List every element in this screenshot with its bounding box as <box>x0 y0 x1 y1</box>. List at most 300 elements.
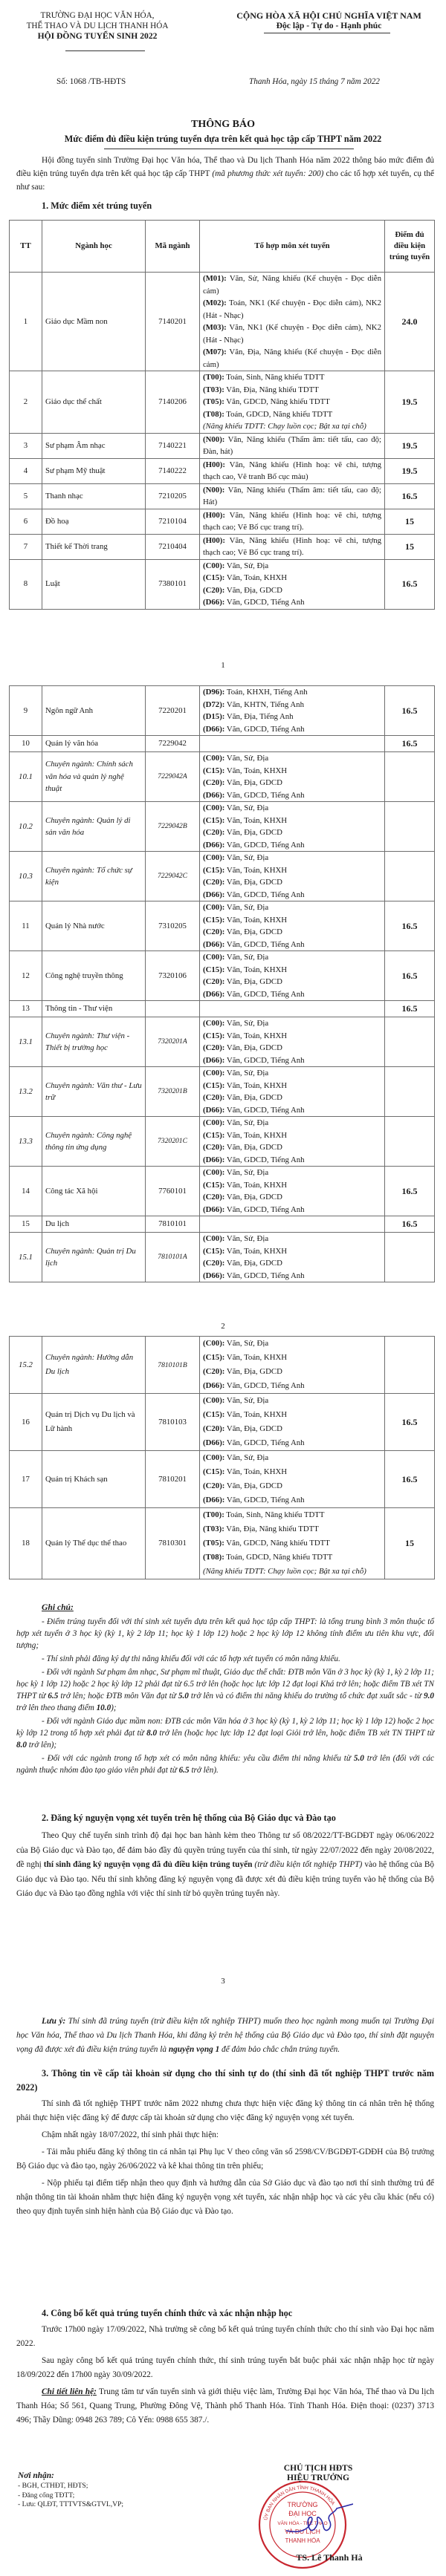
major-code: 7380101 <box>146 559 200 609</box>
admission-score: 16.5 <box>385 483 435 509</box>
major-name: Quản lý văn hóa <box>42 736 146 752</box>
combination-code: (C15): <box>203 1353 225 1362</box>
combination-item <box>203 699 381 711</box>
combination-item <box>203 1141 381 1154</box>
admission-score: 24.0 <box>385 273 435 371</box>
combination-code: (H00): <box>203 460 225 469</box>
combination-item <box>203 459 381 483</box>
combination-item <box>203 596 381 609</box>
major-code: 7320201C <box>146 1117 200 1167</box>
recipient-item: - Lưu: QLĐT, TTTVTS&GTVL,VP; <box>18 2500 124 2508</box>
major-name: Chuyên ngành: Quản lý di sản văn hóa <box>42 802 146 852</box>
row-number: 13.1 <box>10 1017 42 1067</box>
subject-combinations <box>200 736 385 752</box>
admission-score: 16.5 <box>385 736 435 752</box>
major-name: Chuyên ngành: Hướng dẫn Du lịch <box>42 1337 146 1394</box>
combination-subjects: Văn, Địa, GDCD <box>224 585 282 595</box>
combination-code: (C15): <box>203 1410 225 1419</box>
notes-heading: Ghi chú: <box>42 1602 74 1612</box>
signature-block <box>259 2463 378 2482</box>
combination-subjects: Văn, Năng khiếu (Thẩm âm: tiết tấu, cao độ; Hát) <box>203 485 381 506</box>
document-number: Số: 1068 /TB-HĐTS <box>56 77 126 86</box>
combination-code: (C15): <box>203 915 225 925</box>
combination-code: (C00): <box>203 754 225 763</box>
combination-code: (M01): <box>203 274 227 283</box>
combination-subjects: Văn, Toán, KHXH <box>224 1246 288 1256</box>
table-row <box>10 1394 435 1451</box>
combination-code: (C00): <box>203 1396 225 1405</box>
combination-item <box>203 1522 381 1536</box>
combination-subjects: Văn, Sử, Địa <box>224 1168 269 1177</box>
combination-item <box>203 1233 381 1245</box>
major-name: Giáo dục thể chất <box>42 371 146 434</box>
combination-code: (N00): <box>203 485 225 495</box>
intro-method-code: (mã phương thức xét tuyển: 200) <box>212 169 324 178</box>
major-code: 7140206 <box>146 371 200 434</box>
major-name: Luật <box>42 559 146 609</box>
table-row <box>10 273 435 371</box>
section-3-p4: - Nộp phiếu tại điểm tiếp nhận theo quy định và hướng dẫn của Sở Giáo dục và đào tạo nơi thí sinh thường trú để nhận thông tin tài khoản nhằm thực hiện đăng ký nguyện vọng xét tuyển, xác nhận nhập học và các yêu cầu khác (nếu có) theo quy định tuyển sinh hiện hành của Bộ Giáo dục và Đào tạo. <box>16 2179 434 2216</box>
combination-subjects: Văn, GDCD, Tiếng Anh <box>224 1271 305 1280</box>
combination-subjects: Văn, Sử, Địa <box>224 1339 269 1348</box>
major-name: Sư phạm Âm nhạc <box>42 433 146 458</box>
combination-subjects: Văn, GDCD, Tiếng Anh <box>224 989 305 999</box>
combination-code: (D66): <box>203 1496 225 1504</box>
table-row <box>10 534 435 559</box>
major-name: Chuyên ngành: Quản trị Du lịch <box>42 1233 146 1282</box>
page-number: 3 <box>221 1977 225 1986</box>
subject-combinations <box>200 852 385 901</box>
admission-score: 19.5 <box>385 371 435 434</box>
document-title: THÔNG BÁO <box>191 119 255 130</box>
row-number: 13.2 <box>10 1067 42 1117</box>
combination-code: (C15): <box>203 1246 225 1256</box>
combination-subjects: Toán, KHXH, Tiếng Anh <box>224 688 308 697</box>
combination-code: (M07): <box>203 348 227 356</box>
row-number: 14 <box>10 1167 42 1216</box>
combination-item <box>203 852 381 864</box>
header-combinations: Tổ hợp môn xét tuyển <box>200 221 385 273</box>
section-3-p2: Chậm nhất ngày 18/07/2022, thí sinh phải thực hiện: <box>42 2130 219 2139</box>
combination-code: (D66): <box>203 1155 225 1164</box>
combination-subjects: Văn, GDCD, Tiếng Anh <box>224 890 305 899</box>
combination-code: (C20): <box>203 1043 225 1052</box>
combination-item <box>203 1017 381 1030</box>
major-name: Công tác Xã hội <box>42 1167 146 1216</box>
combination-item <box>203 584 381 597</box>
subject-combinations <box>200 752 385 802</box>
note-1: - Điểm trúng tuyển đối với thí sinh xét tuyển dựa trên kết quả học tập cấp THPT: là tổng trung bình 3 môn thuộc tổ hợp xét tuyển ở 3 học kỳ (kỳ 1, kỳ 2 lớp 11; học kỳ 1 lớp 12) hoặc 2 học kỳ lớp 12 không tính điểm ưu tiên khu vực, đối tượng; <box>16 1617 434 1650</box>
combination-code: (M02): <box>203 299 227 307</box>
table-row <box>10 458 435 483</box>
combination-item <box>203 1436 381 1450</box>
table-row <box>10 1017 435 1067</box>
combination-code: (T03): <box>203 385 224 394</box>
row-number: 3 <box>10 433 42 458</box>
row-number: 18 <box>10 1508 42 1579</box>
combination-item <box>203 1117 381 1129</box>
header-major: Ngành học <box>42 221 146 273</box>
major-code: 7320201A <box>146 1017 200 1067</box>
subject-combinations <box>200 686 385 736</box>
combination-item <box>203 1465 381 1479</box>
combination-code: (C00): <box>203 1069 225 1077</box>
combination-item <box>203 1042 381 1054</box>
section-3-p1: Thí sinh đã tốt nghiệp THPT trước năm 2022 nhưng chưa thực hiện việc đăng ký thông tin cá nhân trên hệ thống phải thực hiện việc đăng ký để được cấp tài khoản sử dụng cho việc đăng ký nguyện vọng xét tuyển. <box>16 2099 434 2122</box>
table-row <box>10 852 435 901</box>
combination-subjects: Văn, Sử, Địa <box>224 1069 269 1077</box>
combination-item <box>203 752 381 765</box>
combination-item <box>203 1054 381 1067</box>
combination-subjects: Văn, Địa, Năng khiếu TDTT <box>224 385 319 394</box>
row-number: 13 <box>10 1001 42 1017</box>
major-code: 7810103 <box>146 1394 200 1451</box>
combination-subjects: Văn, Địa, GDCD <box>224 1043 282 1052</box>
combination-subjects: Văn, Địa, GDCD <box>224 977 282 986</box>
combination-code: (D66): <box>203 790 225 800</box>
combination-subjects: Văn, GDCD, Tiếng Anh <box>224 1381 305 1390</box>
combination-item <box>203 1551 381 1565</box>
combination-item <box>203 509 381 534</box>
combination-item <box>203 976 381 988</box>
combination-subjects: Văn, Năng khiếu (Thẩm âm: tiết tấu, cao độ; Đàn, hát) <box>203 434 381 456</box>
table-row <box>10 951 435 1001</box>
row-number: 12 <box>10 951 42 1001</box>
combination-item <box>203 1422 381 1436</box>
stamp-text: THANH HÓA <box>285 2537 320 2544</box>
combination-code: (C15): <box>203 965 225 974</box>
major-name: Thiết kế Thời trang <box>42 534 146 559</box>
combination-subjects: Văn, Địa, GDCD <box>224 878 282 887</box>
major-name: Chuyên ngành: Văn thư - Lưu trữ <box>42 1067 146 1117</box>
row-number: 6 <box>10 509 42 534</box>
combination-code: (C15): <box>203 865 225 875</box>
combination-subjects: Văn, Địa, GDCD <box>224 1093 282 1102</box>
subject-combinations <box>200 483 385 509</box>
combination-code: (D66): <box>203 724 225 734</box>
subject-combinations <box>200 1233 385 1282</box>
combination-subjects: Văn, Địa, GDCD <box>224 1193 282 1201</box>
combination-item <box>203 686 381 699</box>
combination-item <box>203 1092 381 1104</box>
table-row <box>10 1451 435 1508</box>
row-number: 7 <box>10 534 42 559</box>
row-number: 2 <box>10 371 42 434</box>
subject-combinations <box>200 1167 385 1216</box>
recipient-item: - Đăng cổng TĐTT; <box>18 2491 75 2500</box>
major-code <box>146 1001 200 1017</box>
combination-item <box>203 1245 381 1258</box>
combination-item <box>203 1030 381 1043</box>
section-4-heading: 4. Công bố kết quả trúng tuyển chính thức và xác nhận nhập học <box>42 2308 293 2318</box>
major-code: 7810301 <box>146 1508 200 1579</box>
combination-subjects: Văn, Toán, KHXH <box>224 965 288 974</box>
combination-subjects: Văn, Toán, KHXH <box>224 1031 288 1040</box>
combination-subjects: Văn, GDCD, Tiếng Anh <box>224 1105 305 1115</box>
admission-score: 15 <box>385 509 435 534</box>
combination-code: (T00): <box>203 1510 224 1519</box>
combination-code: (T08): <box>203 1553 224 1562</box>
major-name: Quản trị Khách sạn <box>42 1451 146 1508</box>
combination-subjects: Văn, Sử, Địa <box>224 1118 269 1127</box>
recipients-label: Nơi nhận: <box>18 2471 54 2480</box>
major-code: 7229042C <box>146 852 200 901</box>
admission-score: 16.5 <box>385 686 435 736</box>
combination-subjects: Văn, Địa, GDCD <box>224 1481 282 1490</box>
major-code: 7810201 <box>146 1451 200 1508</box>
combination-subjects: Văn, Toán, KHXH <box>224 815 288 825</box>
major-code: 7210205 <box>146 483 200 509</box>
combination-code: (D66): <box>203 598 225 607</box>
major-name: Ngôn ngữ Anh <box>42 686 146 736</box>
table-row <box>10 371 435 434</box>
combination-item <box>203 572 381 584</box>
intro-paragraph <box>16 154 434 194</box>
admission-score: 19.5 <box>385 458 435 483</box>
table-row <box>10 736 435 752</box>
combination-subjects: Văn, Địa, GDCD <box>224 1259 282 1268</box>
combination-code: (C15): <box>203 815 225 825</box>
combination-item <box>203 901 381 914</box>
combination-subjects: Văn, KHTN, Tiếng Anh <box>224 700 304 709</box>
combination-subjects: Văn, Địa, Năng khiếu (Kể chuyện - Đọc diễn cảm) <box>203 348 381 369</box>
combination-subjects: Toán, Sinh, Năng khiếu TDTT <box>224 373 325 382</box>
combination-subjects: Văn, Địa, GDCD <box>224 1143 282 1152</box>
note-2: - Thí sinh phải đăng ký dự thi năng khiếu đối với các tổ hợp xét tuyển có môn năng khiếu. <box>42 1654 340 1663</box>
combination-code: (D66): <box>203 1381 225 1390</box>
row-number: 9 <box>10 686 42 736</box>
combination-item <box>203 297 381 322</box>
combination-subjects: Văn, Địa, GDCD <box>224 1424 282 1433</box>
section-4-p1: Trước 17h00 ngày 17/09/2022, Nhà trường sẽ công bố kết quả trúng tuyển chính thức cho thí sinh vào Đại học năm 2022. <box>16 2325 434 2348</box>
combination-subjects: Văn, GDCD, Năng khiếu TDTT <box>224 1539 330 1548</box>
admission-score <box>385 852 435 901</box>
stamp-text: VÀ DU LỊCH <box>285 2528 320 2535</box>
combination-item <box>203 964 381 976</box>
combination-code: (T03): <box>203 1525 224 1533</box>
notes-block <box>16 1601 434 1776</box>
row-number: 10.1 <box>10 752 42 802</box>
combination-code: (H00): <box>203 510 225 520</box>
note-3: - Đối với ngành Sư phạm âm nhạc, Sư phạm mĩ thuật, Giáo dục thể chất: ĐTB môn Văn ở 3 học kỳ (kỳ 1, kỳ 2 lớp 11; học kỳ 1 lớp 12) hoặc 2 học kỳ lớp 12 phải đạt từ 6.5 trở lên (hoặc học lực lớp 12 đạt loại Khá trở lên; hoặc điểm TB xét TN THPT từ 6.5 trở lên; hoặc ĐTB môn Văn đạt từ 5.0 trở lên và có điểm thi năng khiếu do trường tổ chức đạt xuất sắc - từ 9.0 trở lên theo thang điểm 10.0); <box>16 1668 434 1712</box>
combination-subjects: Văn, Địa, GDCD <box>224 927 282 936</box>
subject-combinations <box>200 1067 385 1117</box>
table-row <box>10 1233 435 1282</box>
org-line-2: THỂ THAO VÀ DU LỊCH THANH HÓA <box>26 22 169 30</box>
table-row <box>10 559 435 609</box>
combination-subjects: Văn, Sử, Địa <box>224 561 269 570</box>
combination-code: (D66): <box>203 840 225 850</box>
section-3-heading: 3. Thông tin về cấp tài khoản sử dụng cho thí sinh tự do (thí sinh đã tốt nghiệp THPT trước năm 2022) <box>16 2068 434 2093</box>
major-code: 7220201 <box>146 686 200 736</box>
admission-score-table-page-1 <box>9 220 435 610</box>
combination-item <box>203 889 381 901</box>
combination-item <box>203 765 381 777</box>
combination-code: (C00): <box>203 1118 225 1127</box>
combination-subjects: Văn, Toán, KHXH <box>224 1353 288 1362</box>
combination-code: (C00): <box>203 853 225 862</box>
combination-item <box>203 1167 381 1179</box>
major-name: Chuyên ngành: Tổ chức sự kiện <box>42 852 146 901</box>
subject-combinations <box>200 273 385 371</box>
admission-score: 16.5 <box>385 1167 435 1216</box>
row-number: 4 <box>10 458 42 483</box>
combination-subjects: Văn, Địa, Tiếng Anh <box>224 712 294 721</box>
combination-code: (C15): <box>203 1080 225 1090</box>
combination-subjects: Văn, Sử, Địa <box>224 1396 269 1405</box>
row-number: 10.3 <box>10 852 42 901</box>
combination-code: (C00): <box>203 1019 225 1028</box>
subject-combinations <box>200 1337 385 1394</box>
admission-score <box>385 1337 435 1394</box>
combination-code: (C20): <box>203 778 225 787</box>
table-row <box>10 1508 435 1579</box>
combination-code: (C20): <box>203 1193 225 1201</box>
section-2-note: Lưu ý: Thí sinh đã trúng tuyển (trừ điều kiện tốt nghiệp THPT) muốn theo học ngành mong muốn tại Trường Đại học Văn hóa, Thể thao và Du lịch Thanh Hóa, khi đăng ký trên hệ thống của Bộ Giáo dục và Đào tạo, thí sinh đặt nguyện vọng đã được xét đủ điều kiện trúng tuyển là nguyện vọng 1 để đảm bảo chắc chắn trúng tuyển. <box>16 2017 434 2054</box>
major-name: Đồ hoạ <box>42 509 146 534</box>
combination-code: (T05): <box>203 1539 224 1548</box>
major-name: Quản lý Nhà nước <box>42 901 146 951</box>
subject-combinations <box>200 1117 385 1167</box>
stamp-text: TRƯỜNG <box>287 2501 318 2508</box>
table-row <box>10 1117 435 1167</box>
combination-subjects: Văn, NK1 (Kể chuyện - Đọc diễn cảm), NK2 (Hát - Nhạc) <box>203 323 381 345</box>
combination-code: (C15): <box>203 1130 225 1140</box>
combination-subjects: Văn, GDCD, Tiếng Anh <box>224 840 305 850</box>
header-score: Điểm đủ điều kiện trúng tuyển <box>385 221 435 273</box>
combination-subjects: Toán, Sinh, Năng khiếu TDTT <box>224 1510 325 1519</box>
document-subtitle: Mức điểm đủ điều kiện trúng tuyển dựa trên kết quả học tập cấp THPT năm 2022 <box>64 134 382 144</box>
combination-subjects: Văn, Sử, Địa <box>224 1019 269 1028</box>
combination-subjects: Toán, GDCD, Năng khiếu TDTT <box>224 1553 333 1562</box>
combination-code: (C15): <box>203 766 225 775</box>
combination-code: (C20): <box>203 1093 225 1102</box>
combination-code: (C15): <box>203 1467 225 1476</box>
major-name: Quản trị Dịch vụ Du lịch và Lữ hành <box>42 1394 146 1451</box>
combination-subjects: Văn, Sử, Địa <box>224 853 269 862</box>
row-number: 15.2 <box>10 1337 42 1394</box>
table-row <box>10 1167 435 1216</box>
admission-score <box>385 1233 435 1282</box>
combination-item <box>203 535 381 559</box>
combination-subjects: Văn, GDCD, Tiếng Anh <box>224 724 305 734</box>
row-number: 5 <box>10 483 42 509</box>
admission-score <box>385 1117 435 1167</box>
combination-code: (D66): <box>203 890 225 899</box>
major-code: 7140221 <box>146 433 200 458</box>
major-code: 7810101B <box>146 1337 200 1394</box>
combination-item <box>203 346 381 371</box>
combination-subjects: Văn, GDCD, Tiếng Anh <box>224 939 305 949</box>
section-4-p2: Sau ngày công bố kết quả trúng tuyển chính thức, thí sinh trúng tuyển bắt buộc phải xác nhận nhập học từ ngày 18/09/2022 đến 17h00 ngày 30/09/2022. <box>16 2356 434 2379</box>
combination-subjects: Văn, Địa, Năng khiếu TDTT <box>224 1525 319 1533</box>
table-header-row <box>10 221 435 273</box>
section-1-heading: 1. Mức điểm xét trúng tuyển <box>42 200 152 211</box>
table-row <box>10 433 435 458</box>
signer-title-2: HIỆU TRƯỞNG <box>286 2473 350 2482</box>
row-number: 16 <box>10 1394 42 1451</box>
combination-code: (T05): <box>203 397 224 406</box>
combination-item <box>203 1394 381 1408</box>
subject-combinations <box>200 371 385 434</box>
motto: Độc lập - Tự do - Hạnh phúc <box>276 21 382 30</box>
combination-item <box>203 926 381 939</box>
combination-item <box>203 951 381 964</box>
major-name: Thanh nhạc <box>42 483 146 509</box>
admission-score-table-page-2 <box>9 685 435 1282</box>
note-4: - Đối với ngành Giáo dục mầm non: ĐTB các môn Văn hóa ở 3 học kỳ (kỳ 1, kỳ 2 lớp 11; học kỳ 1 lớp 12) hoặc 2 học kỳ lớp 12 trong tổ hợp xét phải đạt từ 8.0 trở lên (hoặc học lực lớp 12 đạt loại Giỏi trở lên, hoặc điểm TB xét TN THPT từ 8.0 trở lên); <box>16 1717 434 1750</box>
major-code: 7140201 <box>146 273 200 371</box>
table-row <box>10 901 435 951</box>
combination-item <box>203 1408 381 1422</box>
combination-subjects: Văn, Toán, KHXH <box>224 1080 288 1090</box>
combination-item <box>203 484 381 509</box>
table-row <box>10 1337 435 1394</box>
combination-code: (D66): <box>203 939 225 949</box>
combination-item <box>203 914 381 927</box>
combination-item <box>203 876 381 889</box>
combination-code: (C20): <box>203 1424 225 1433</box>
combination-item <box>203 939 381 951</box>
major-name: Chuyên ngành: Chính sách văn hóa và quản lý nghệ thuật <box>42 752 146 802</box>
combination-code: (C20): <box>203 927 225 936</box>
subject-combinations <box>200 1017 385 1067</box>
combination-item <box>203 560 381 573</box>
combination-subjects: Văn, GDCD, Tiếng Anh <box>224 1155 305 1164</box>
combination-subjects: Văn, Toán, KHXH <box>224 1180 288 1190</box>
section-2-heading: 2. Đăng ký nguyện vọng xét tuyển trên hệ thống của Bộ Giáo dục và Đào tạo <box>42 1813 336 1823</box>
section-4 <box>16 2306 434 2427</box>
national-motto <box>212 10 446 31</box>
aptitude-note: (Năng khiếu TDTT: Chạy luồn cọc; Bật xa tại chỗ) <box>203 422 366 431</box>
major-code: 7310205 <box>146 901 200 951</box>
combination-subjects: Văn, Sử, Năng khiếu (Kể chuyện - Đọc diễn cảm) <box>203 274 381 296</box>
combination-code: (C20): <box>203 1367 225 1376</box>
table-row <box>10 686 435 736</box>
combination-item <box>203 1104 381 1117</box>
combination-item <box>203 815 381 827</box>
place-and-date: Thanh Hóa, ngày 15 tháng 7 năm 2022 <box>249 77 380 86</box>
aptitude-note: (Năng khiếu TDTT: Chạy luồn cọc; Bật xa tại chỗ) <box>203 1567 366 1576</box>
combination-subjects: Văn, Năng khiếu (Hình hoạ: vẽ chì, tượng thạch cao; Vẽ Bố cục trang trí). <box>203 510 381 532</box>
admission-score: 16.5 <box>385 1394 435 1451</box>
row-number: 15 <box>10 1216 42 1233</box>
combination-subjects: Văn, Năng khiếu (Hình hoạ: vẽ chì, tượng thạch cao; Vẽ Bố cục trang trí). <box>203 535 381 557</box>
section-2-paragraph: Theo Quy chế tuyển sinh trình độ đại học ban hành kèm theo Thông tư số 08/2022/TT-BGDĐT ngày 06/06/2022 của Bộ Giáo dục và Đào tạo, để đảm bảo đầy đủ quyền trúng tuyển của thí sinh, từ ngày 22/07/2022 đến ngày 20/08/2022, đề nghị thí sinh đăng ký nguyện vọng đã đủ điều kiện trúng tuyển (trừ điều kiện tốt nghiệp THPT) vào hệ thống của Bộ Giáo dục và Đào tạo. Nếu thí sinh không đăng ký nguyện vọng đã được xét đủ điều kiện trúng tuyển vào hệ thống của Bộ Giáo dục và Đào tạo đồng nghĩa với việc thí sinh từ bỏ quyền trúng tuyển này. <box>16 1831 434 1898</box>
combination-item <box>203 322 381 346</box>
combination-item <box>203 1179 381 1192</box>
org-line-1: TRƯỜNG ĐẠI HỌC VĂN HÓA, <box>40 11 155 20</box>
combination-subjects: Văn, Sử, Địa <box>224 903 269 912</box>
combination-item <box>203 1379 381 1393</box>
table-row <box>10 509 435 534</box>
combination-subjects: Văn, GDCD, Tiếng Anh <box>224 1496 305 1504</box>
major-name: Quản lý Thể dục thể thao <box>42 1508 146 1579</box>
combination-code: (H00): <box>203 535 225 545</box>
combination-item <box>203 434 381 458</box>
combination-code: (D66): <box>203 989 225 999</box>
major-code: 7760101 <box>146 1167 200 1216</box>
page-number: 2 <box>221 1322 225 1331</box>
combination-item <box>203 1337 381 1351</box>
section-3-p3: - Tải mẫu phiếu đăng ký thông tin cá nhân tại Phụ lục V theo công văn số 2598/CV/BGDĐT-GDĐH của Bộ trưởng Bộ Giáo dục và đào tạo, ngày 26/06/2022 và kê khai thông tin trên phiếu; <box>16 2148 434 2171</box>
combination-subjects: Văn, Sử, Địa <box>224 1234 269 1243</box>
admission-score: 15 <box>385 1508 435 1579</box>
admission-score <box>385 752 435 802</box>
subject-combinations <box>200 802 385 852</box>
combination-code: (D66): <box>203 1438 225 1447</box>
signer-title-1: CHỦ TỊCH HĐTS <box>283 2463 353 2473</box>
